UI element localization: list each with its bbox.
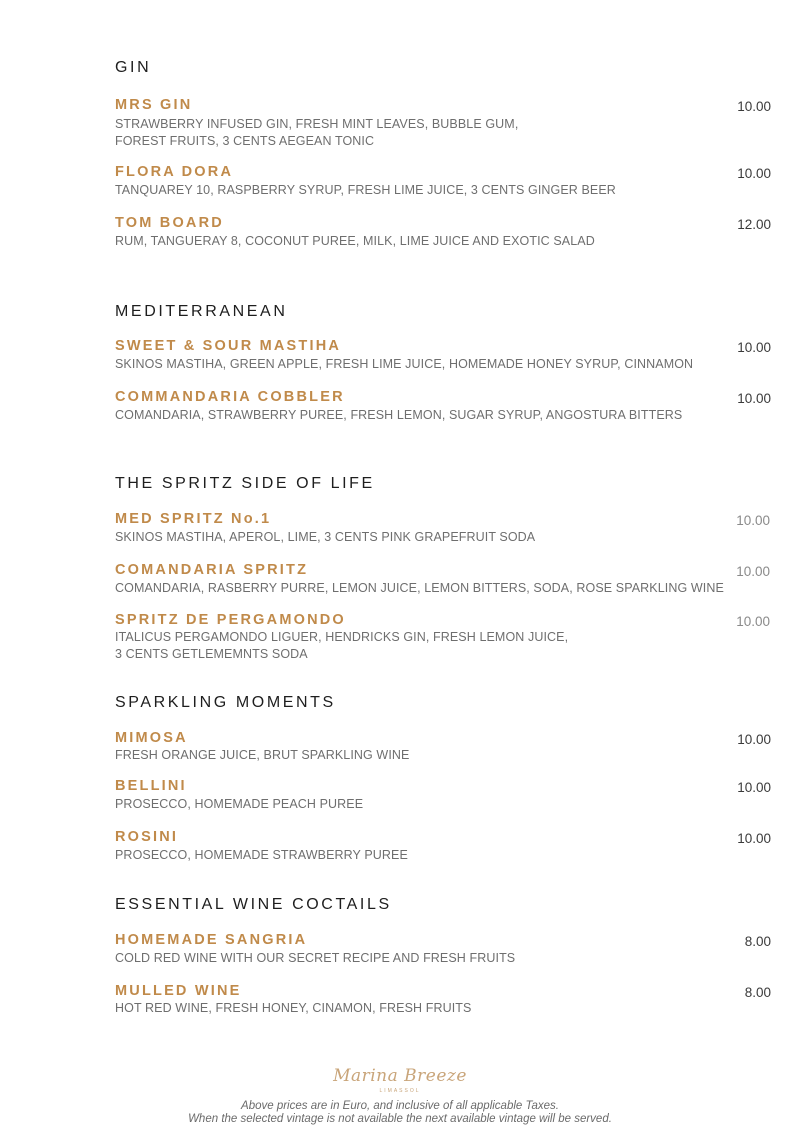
- item-price-mrs-gin: 10.00: [737, 99, 771, 114]
- item-price-commandaria-cobbler: 10.00: [737, 391, 771, 406]
- item-desc-spritz-de-pergamondo: ITALICUS PERGAMONDO LIGUER, HENDRICKS GIN, FRESH LEMON JUICE, 3 CENTS GETLEMEMNTS SODA: [115, 630, 569, 661]
- item-desc-flora-dora: TANQUAREY 10, RASPBERRY SYRUP, FRESH LIME JUICE, 3 CENTS GINGER BEER: [115, 183, 616, 197]
- footer-note-prices: Above prices are in Euro, and inclusive of all applicable Taxes.: [241, 1100, 559, 1112]
- item-name-tom-board: TOM BOARD: [115, 215, 224, 231]
- item-name-bellini: BELLINI: [115, 778, 187, 794]
- item-desc-mulled-wine: HOT RED WINE, FRESH HONEY, CINAMON, FRESH FRUITS: [115, 1001, 472, 1015]
- item-desc-bellini: PROSECCO, HOMEMADE PEACH PUREE: [115, 797, 364, 811]
- item-name-mimosa: MIMOSA: [115, 730, 188, 746]
- item-name-med-spritz: MED SPRITZ No.1: [115, 511, 272, 527]
- section-title-spritz: THE SPRITZ SIDE OF LIFE: [115, 475, 375, 492]
- item-price-flora-dora: 10.00: [737, 166, 771, 181]
- brand-logo: Marina Breeze: [333, 1066, 467, 1086]
- item-price-spritz-de-pergamondo: 10.00: [736, 614, 770, 629]
- item-desc-commandaria-cobbler: COMANDARIA, STRAWBERRY PUREE, FRESH LEMON, SUGAR SYRUP, ANGOSTURA BITTERS: [115, 408, 683, 422]
- item-name-comandaria-spritz: COMANDARIA SPRITZ: [115, 562, 309, 578]
- item-desc-med-spritz: SKINOS MASTIHA, APEROL, LIME, 3 CENTS PINK GRAPEFRUIT SODA: [115, 530, 536, 544]
- item-price-rosini: 10.00: [737, 831, 771, 846]
- item-price-bellini: 10.00: [737, 780, 771, 795]
- item-name-mulled-wine: MULLED WINE: [115, 983, 242, 999]
- item-name-sweet-sour-mastiha: SWEET & SOUR MASTIHA: [115, 338, 342, 354]
- item-desc-rosini: PROSECCO, HOMEMADE STRAWBERRY PUREE: [115, 848, 408, 862]
- item-price-comandaria-spritz: 10.00: [736, 564, 770, 579]
- item-price-med-spritz: 10.00: [736, 513, 770, 528]
- item-price-sweet-sour-mastiha: 10.00: [737, 340, 771, 355]
- item-price-tom-board: 12.00: [737, 217, 771, 232]
- section-title-sparkling: SPARKLING MOMENTS: [115, 694, 336, 711]
- item-price-mimosa: 10.00: [737, 732, 771, 747]
- section-title-mediterranean: MEDITERRANEAN: [115, 303, 288, 320]
- item-name-homemade-sangria: HOMEMADE SANGRIA: [115, 932, 308, 948]
- item-name-flora-dora: FLORA DORA: [115, 164, 234, 180]
- item-name-mrs-gin: MRS GIN: [115, 97, 193, 113]
- item-price-mulled-wine: 8.00: [744, 985, 771, 1000]
- item-desc-sweet-sour-mastiha: SKINOS MASTIHA, GREEN APPLE, FRESH LIME JUICE, HOMEMADE HONEY SYRUP, CINNAMON: [115, 357, 694, 371]
- item-desc-comandaria-spritz: COMANDARIA, RASBERRY PURRE, LEMON JUICE, LEMON BITTERS, SODA, ROSE SPARKLING WINE: [115, 581, 724, 595]
- item-desc-mimosa: FRESH ORANGE JUICE, BRUT SPARKLING WINE: [115, 748, 410, 762]
- item-name-rosini: ROSINI: [115, 829, 179, 845]
- item-name-commandaria-cobbler: COMMANDARIA COBBLER: [115, 389, 345, 405]
- section-title-gin: GIN: [115, 59, 152, 76]
- item-desc-homemade-sangria: COLD RED WINE WITH OUR SECRET RECIPE AND FRESH FRUITS: [115, 951, 516, 965]
- section-title-wine-cocktails: ESSENTIAL WINE COCTAILS: [115, 896, 392, 913]
- item-desc-tom-board: RUM, TANGUERAY 8, COCONUT PUREE, MILK, LIME JUICE AND EXOTIC SALAD: [115, 234, 595, 248]
- footer-note-vintage: When the selected vintage is not available the next available vintage will be served.: [188, 1113, 612, 1125]
- brand-logo-subtext: LIMASSOL: [379, 1088, 421, 1094]
- item-name-spritz-de-pergamondo: SPRITZ DE PERGAMONDO: [115, 612, 346, 628]
- item-price-homemade-sangria: 8.00: [744, 934, 771, 949]
- item-desc-mrs-gin: STRAWBERRY INFUSED GIN, FRESH MINT LEAVES, BUBBLE GUM, FOREST FRUITS, 3 CENTS AEGEAN TONIC: [115, 117, 519, 148]
